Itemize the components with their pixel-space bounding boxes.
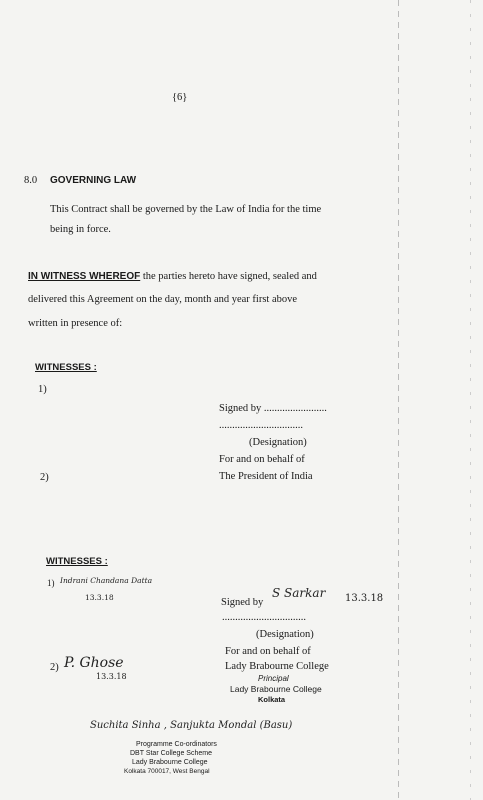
page-number: {6} (172, 92, 188, 103)
coordinator-scheme: DBT Star College Scheme (130, 750, 212, 757)
on-behalf-label-2: For and on behalf of (225, 646, 311, 657)
coordinator-signatures: Suchita Sinha , Sanjukta Mondal (Basu) (90, 720, 293, 731)
witness-1-signature: Indrani Chandana Datta (60, 576, 153, 585)
page-edge-line-2 (470, 0, 471, 800)
witness-2-label-2: 2) (50, 662, 59, 673)
witness-2-label: 2) (40, 472, 49, 483)
stamp-principal: Principal (258, 674, 289, 683)
witness-clause-line-1 (28, 271, 317, 282)
witness-clause-line-2: delivered this Agreement on the day, month and year first above (28, 294, 298, 305)
section-number: 8.0 (24, 175, 38, 186)
coordinator-title: Programme Co-ordinators (136, 741, 217, 748)
witness-1-date: 13.3.18 (85, 593, 114, 602)
witness-2-signature: P. Ghose (64, 655, 124, 671)
signature-dots-2: ................................ (222, 612, 306, 623)
signer-signature: S Sarkar (272, 586, 326, 600)
signature-dots: ................................ (219, 420, 303, 431)
witness-1-label-2: 1) (47, 578, 55, 588)
section-line-1: This Contract shall be governed by the Law of India for the time (50, 204, 322, 215)
designation-label: (Designation) (249, 437, 307, 448)
page-edge-line (398, 0, 399, 800)
stamp-city: Kolkata (258, 695, 286, 704)
party-name-2: Lady Brabourne College (225, 661, 329, 672)
signed-by-line-2: Signed by (221, 597, 264, 608)
witness-1-label: 1) (38, 384, 47, 395)
signed-by-line: Signed by ........................ (219, 403, 327, 414)
stamp-college: Lady Brabourne College (230, 684, 322, 694)
signer-date: 13.3.18 (345, 593, 384, 604)
witness-2-date: 13.3.18 (96, 672, 127, 681)
coordinator-college: Lady Brabourne College (132, 759, 208, 766)
section-heading: GOVERNING LAW (50, 175, 137, 186)
designation-label-2: (Designation) (256, 629, 314, 640)
witnesses-heading-1: WITNESSES : (35, 362, 97, 373)
witness-clause-lead: IN WITNESS WHEREOF (28, 271, 141, 282)
section-line-2: being in force. (50, 224, 111, 235)
party-name: The President of India (219, 471, 313, 482)
on-behalf-label: For and on behalf of (219, 454, 305, 465)
witness-clause-line-3: written in presence of: (28, 318, 123, 329)
witnesses-heading-2: WITNESSES : (46, 556, 108, 567)
coordinator-address: Kolkata 700017, West Bengal (124, 768, 210, 775)
witness-clause-rest: the parties hereto have signed, sealed and (140, 271, 317, 282)
